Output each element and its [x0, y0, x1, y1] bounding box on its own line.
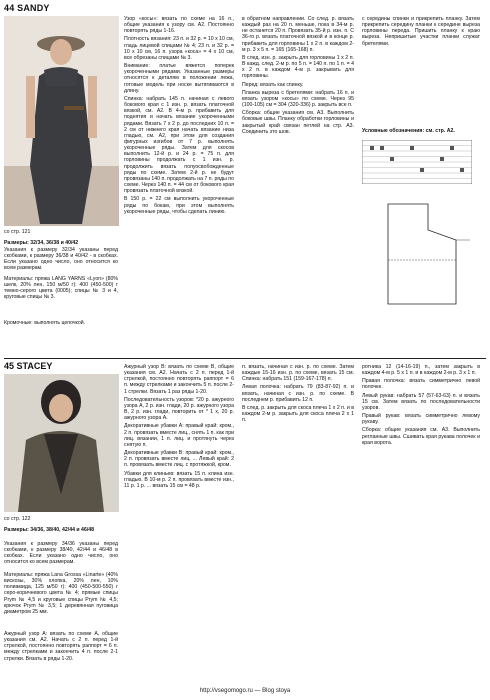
sandy-back-text-2: В 150 р. = 22 см выполнить укороченные ряды по бокам, при этом выполнять укороченные ряды, чтобы сделать линию. — [124, 196, 234, 215]
page-footer[interactable]: http://vsegomogo.ru — Blog stoya — [199, 688, 291, 694]
sandy-neck-text: В след. изн. р. закрыть для горловины 1 х 2 п. В кажд. след. 2-м р. по 5 п. = 140 п. по 1 п. = 4 х 2 п. в каждом 4-м р. закрывать для горловины. — [242, 54, 354, 80]
section-divider — [4, 358, 486, 359]
sandy-column-4 — [362, 16, 480, 49]
stacey-materials: Материалы: пряжа Lana Grossa «Linarte» (40% вискозы, 30% хлопка, 20% лен, 10% полиамида, 125 м/50 г): 400 (450-500-550) г серо-коричневого цвета № 4; прямые спицы Prym № 4,5 и круговые спицы Prym № 4,5; крючок Prym № 3,5; 1 деревянная пуговица диаметром 25 мм. — [4, 572, 118, 615]
sandy-gauge-text: Плотность вязания: 23 п. и 32 р. = 10 х 10 см, гладь лицевой спицами № 4; 23 п. и 32 р. = 10 х 10 см, 16 п. узора «коса» = 4 х 10 см, все обрезаны спицами № 3. — [124, 36, 234, 61]
sandy-materials: Материалы: пряжа LANG YARNS «Lyon» (80% шелк, 20% лен, 150 м/50 г): 400 (450-500) г темно-серого цвета (0005); спицы № 3 и 4, круговые спицы № 3. — [4, 276, 118, 301]
sandy-column-3 — [242, 16, 354, 137]
sandy-front-text: Перед: вязать как спинку. — [242, 81, 304, 88]
sandy-assembly-text: Сборка: общие указания см. А3. Выполнить боковые швы. Планку обработки горловины и закрытый край связан петлей на стр. А3. Соединить это шов. — [242, 110, 354, 135]
stacey-sequence-text: Последовательность узоров: *20 р. ажурного узора А, 2 р. изн. глади, 20 р. ажурного узора В, 2 р. изн. глади, повторить от * 1 х, 20 р. ажурного узора А. — [124, 396, 234, 422]
stacey-left-front-text: Левая полочка: набрать 79 (83-87-92) п. и вязать, начиная с изн. р. по схеме. В последнем р. прибавить 12 п. — [242, 384, 354, 403]
stacey-shoulder-text: В след. р. закрыть для скоса плеча 1 х 2 п. и в каждом 2-м р. закрыть для скоса плеча 2 х 1 п. — [242, 404, 354, 424]
stacey-ajour-a: Ажурный узор А: вязать по схеме А, общие указания см. А2. Начать с 2 п. перед 1-й стрелкой, постоянно повторять раппорт = 6 п. между стрелками и закончить 4 п. после 2-1 стрелки. Вязать в ряды 1-20. — [4, 631, 118, 662]
stacey-column-2 — [124, 364, 234, 491]
stacey-assembly-text: Сборка: общие указания см. А3. Выполнить регланные швы. Сшивать края рукава полочек и края ворота. — [362, 427, 480, 446]
sandy-note-text: Внимание: платье вяжется поперек укороченными рядами. Указанные размеры относятся к деталям в положении лежа, готовые модель при носке вытягиваются в длину. — [124, 63, 234, 94]
stacey-photo — [4, 374, 119, 512]
stacey-body-text: п. вязать, начиная с изн. р. по схеме. Затем каждые 15-16 изн. р. по схеме, вязать 15 см. Спинка: набрать 151 (159-167-178) п. — [242, 364, 354, 383]
sandy-back-text: Спинка: набрать 145 п. начиная с левого бокового края с 1 изн. р. вязать платочной вязкой, см. А2. В 4-м р. прибавить для поднятия и начать вязание укороченными рядами. Вязать 7 х 2 р. до последних 10 п. = 2 см от нижнего края начать вязание низа гладью, см. А2, при этом для создания фигурных изгибов от 7 р. выполнять укороченные ряды. Затем для скосов выполнить 12-й р. и 24 р. = 75 п. для горловины продолжать с 1 изн. р. продолжить вязать полуосвобожденные ряды по схеме. Затем 2-й р. не будут провязаны 140 п. продолжать на 7 п. ряды по схеме. Через 140 п. = 44 см от бокового края провязать платочной вязкой. — [124, 95, 234, 195]
sandy-caption: со стр. 121 — [4, 229, 31, 235]
stacey-decrease-b-text: Декоративные убавки В: правый край: кром., 2 п. провязать вместе лиц. ... Левый край: 2 п. провязать вместе лиц. с протяжкой, кром. — [124, 450, 234, 469]
knitting-chart — [362, 140, 472, 184]
sandy-strap-text: Планка выреза с бретелями: набрать 16 п. и вязать узором «косы» по схеме. Через 95 (100-105) см = 304 (320-336) р. закрыть все п. — [242, 89, 354, 109]
stacey-gusset-text: Убавки для клиньев: вязать 15 п. клина изн. гладью. В 10-м р. 2 п. провязать вместе изн., 11 р. 1 р. ... вязать 15 см = 48 р. — [124, 470, 234, 489]
section-title-stacey: 45 STACEY — [4, 361, 53, 371]
stacey-caption: со стр. 122 — [4, 516, 31, 522]
stacey-column-4 — [362, 364, 480, 448]
sandy-pattern-text: Узор «косы»: вязать по схеме на 16 п., общие указания к узору см. А2. Постоянно повторять ряды 1-16. — [124, 16, 234, 35]
sandy-sizes: Размеры: 32/34, 36/38 и 40/42 — [4, 240, 79, 246]
stacey-decrease-a-text: Декоративные убавки А: правый край: кром., 2 п. провязать вместе лиц., снять 1 п. как при лиц. вязании, 1 п. лиц. и протянуть через снятую п. — [124, 423, 234, 448]
sandy-column-2 — [124, 16, 234, 217]
sandy-legend-title: Условные обозначения: см. стр. А2. — [362, 128, 455, 134]
stacey-right-front-text: Правая полочка: вязать симметрично левой полочке. — [362, 378, 480, 391]
sandy-sizes-note: Указания к размеру 32/34 указаны перед скобками, к размеру 36/38 и 40/42 - в скобках. Если указано одно число, оно относится ко всем размерам. — [4, 247, 118, 272]
stacey-ajour-b-text: Ажурный узор B: вязать по схеме B, общие указания см. А2. Начать с 2 п. перед 1-й стрелкой, постоянно повторять раппорт = 6 п. между стрелками и закончить 5 п. после 2-1 стрелки. Вязать 1 раз ряды 1-20. — [124, 364, 234, 395]
stacey-left-sleeve-text: Левый рукав: набрать 57 (57-63-63) п. и вязать 15 см. Затем вязать по последовательности узоров. — [362, 392, 480, 411]
section-title-sandy: 44 SANDY — [4, 3, 50, 13]
stacey-sizes: Размеры: 34/36, 38/40, 42/44 и 46/48 — [4, 527, 95, 533]
dress-schematic — [368, 200, 476, 308]
sandy-reverse-text: в обратном направлении. Со след. р. вязать каждый раз на 20 п. меньше, пока в 34-м р. не останется 20 п. Провязать 35-й р. изн. п. С 36-го р. вязать платочной вязкой и в конце р. прибавить для горловины 1 х 2 п. в каждом 2-м р. 3 х 5 п. = 165 (165-168) п. — [242, 16, 354, 53]
stacey-sizes-note: Указания к размеру 34/36 указаны перед скобками, к размеру 38/40, 42/44 и 46/48 в скобках. Если указано одно число, оно относится ко всем размерам. — [4, 541, 118, 566]
sandy-edge: Кромочные: выполнять цепочкой. — [4, 320, 86, 326]
stacey-right-sleeve-text: Правый рукав: вязать симметрично левому рукаву. — [362, 413, 480, 426]
stacey-column-3 — [242, 364, 354, 425]
stacey-neck-text: ротника 12 (14-16-19) п., затем закрыть в каждом 4-м р. 5 х 1 п. и в каждом 2-м р. 3 х 1 п. — [362, 364, 480, 377]
sandy-finish-text: с середины спинки и прикрепить планку. Затем прикрепить середину планки к середине выреза горловины переда. Пришить планку к краю выреза. Непришитые участки планки служат бретелями. — [362, 16, 480, 47]
sandy-photo — [4, 16, 119, 226]
